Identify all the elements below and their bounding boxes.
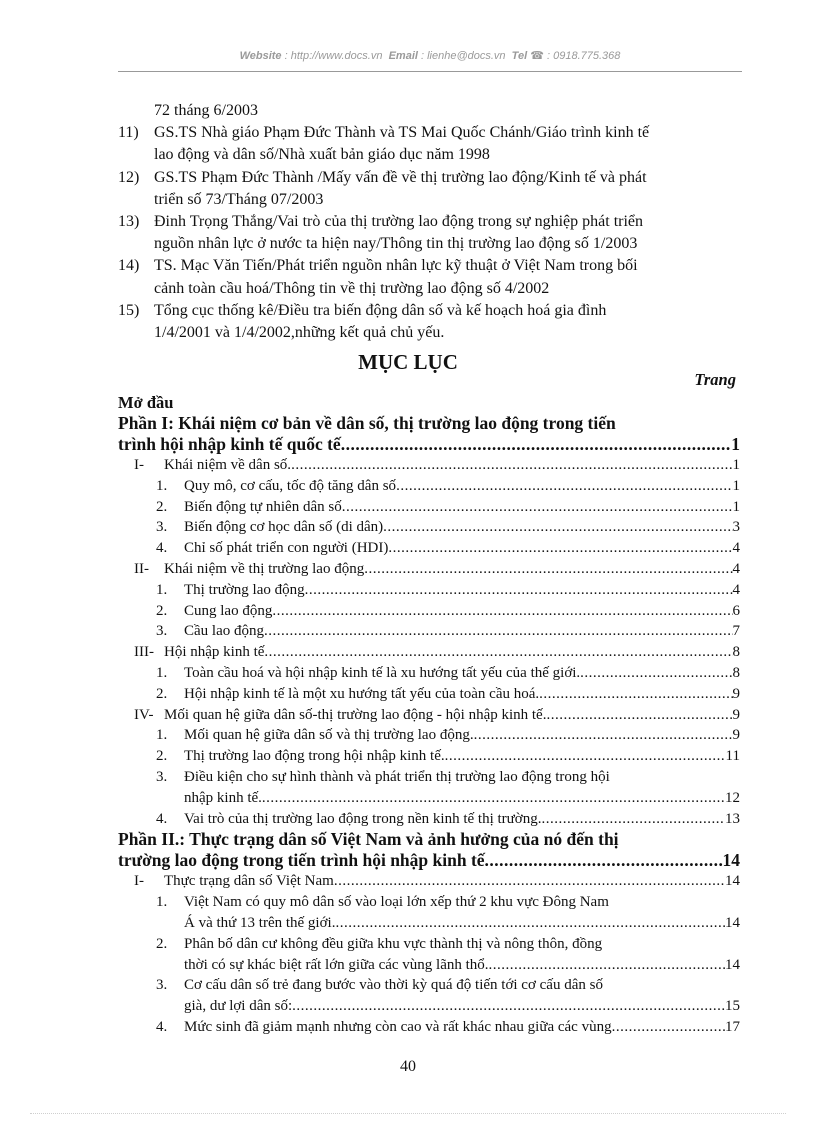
toc-section[interactable]: IV- Mối quan hệ giữa dân số-thị trường lao động - hội nhập kinh tế. ..... 9 [118,705,740,726]
toc-section[interactable]: II- Khái niệm về thị trường lao động ..... 4 [118,559,740,580]
toc-part-1[interactable]: Phần I: Khái niệm cơ bản về dân số, thị trường lao động trong tiến trình hội nhập kinh tế quốc tế ..... 1 [118,413,740,455]
reference-item: 11) GS.TS Nhà giáo Phạm Đức Thành và TS Mai Quốc Chánh/Giáo trình kinh tế lao động và dân số/Nhà xuất bản giáo dục năm 1998 [118,124,650,164]
toc-item[interactable]: 2. Hội nhập kinh tế là một xu hướng tất yếu của toàn cầu hoá. ..... 9 [118,684,740,705]
toc-section[interactable]: III- Hội nhập kinh tế ..... 8 [118,642,740,663]
toc-item[interactable]: 4. Chỉ số phát triển con người (HDI) ..... 4 [118,538,740,559]
email-value: : lienhe@docs.vn [421,50,506,62]
toc-section[interactable]: I- Khái niệm về dân số. ..... 1 [118,455,740,476]
table-of-contents [118,392,740,1038]
tel-label: Tel [511,50,528,62]
toc-item[interactable]: 2. Cung lao động ..... 6 [118,601,740,622]
tel-value: : 0918.775.368 [547,50,621,62]
toc-item[interactable]: 2. Thị trường lao động trong hội nhập kinh tế. ..... 11 [118,746,740,767]
toc-item[interactable]: 2. Biến động tự nhiên dân số ..... 1 [118,497,740,518]
toc-item[interactable]: 2. Phân bố dân cư không đều giữa khu vực thành thị và nông thôn, đồng thời có sự khác biệt rất lớn giữa các vùng lãnh thổ. ..... 14 [118,934,740,976]
reference-continuation: 72 tháng 6/2003 [154,102,258,119]
toc-section[interactable]: I- Thực trạng dân số Việt Nam ..... 14 [118,871,740,892]
toc-item[interactable]: 4. Mức sinh đã giảm mạnh nhưng còn cao và rất khác nhau giữa các vùng ..... 17 [118,1017,740,1038]
toc-item[interactable]: 1. Thị trường lao động ..... 4 [118,580,740,601]
toc-intro[interactable]: Mở đầu [118,393,174,412]
toc-item[interactable]: 4. Vai trò của thị trường lao động trong nền kinh tế thị trường. ..... 13 [118,809,740,830]
toc-item[interactable]: 3. Biến động cơ học dân số (di dân) ..... 3 [118,517,740,538]
page-number: 40 [400,1058,416,1075]
toc-item[interactable]: 3. Điều kiện cho sự hình thành và phát triển thị trường lao động trong hội nhập kinh tế. ..... 12 [118,767,740,809]
toc-item[interactable]: 1. Mối quan hệ giữa dân số và thị trường lao động. ..... 9 [118,725,740,746]
reference-item: 15) Tổng cục thống kê/Điều tra biến động dân số và kế hoạch hoá gia đình 1/4/2001 và 1/4/2002,những kết quả chủ yếu. [118,301,607,342]
phone-icon: ☎ [530,50,544,62]
page-header [118,49,742,72]
toc-title: MỤC LỤC [358,350,458,374]
email-label: Email [388,50,418,62]
toc-item[interactable]: 1. Toàn cầu hoá và hội nhập kinh tế là xu hướng tất yếu của thế giới. ..... 8 [118,663,740,684]
toc-item[interactable]: 1. Quy mô, cơ cấu, tốc độ tăng dân số ..... 1 [118,476,740,497]
toc-item[interactable]: 3. Cầu lao động ..... 7 [118,621,740,642]
reference-list [118,100,740,344]
toc-item[interactable]: 3. Cơ cấu dân số trẻ đang bước vào thời kỳ quá độ tiến tới cơ cấu dân số già, dư lợi dân số: ..... 15 [118,975,740,1017]
page-bottom-divider [30,1113,786,1114]
reference-item: 13) Đinh Trọng Thắng/Vai trò của thị trường lao động trong sự nghiệp phát triển nguồn nhân lực ở nước ta hiện nay/Thông tin thị trường lao động số 1/2003 [118,213,644,253]
toc-item[interactable]: 1. Việt Nam có quy mô dân số vào loại lớn xếp thứ 2 khu vực Đông Nam Á và thứ 13 trên thế giới. ..... 14 [118,892,740,934]
reference-item: 14) TS. Mạc Văn Tiến/Phát triển nguồn nhân lực kỹ thuật ở Việt Nam trong bối cảnh toàn cầu hoá/Thông tin về thị trường lao động số 4/2002 [118,257,638,297]
website-label: Website [239,50,282,62]
page-column-label: Trang [694,370,736,389]
reference-item: 12) GS.TS Phạm Đức Thành /Mấy vấn đề về thị trường lao động/Kinh tế và phát triển số 73/Tháng 07/2003 [118,168,647,208]
toc-part-2[interactable]: Phần II.: Thực trạng dân số Việt Nam và ảnh hưởng của nó đến thị trường lao động trong tiến trình hội nhập kinh tế ..... 14 [118,829,740,871]
website-value: : http://www.docs.vn [284,50,383,62]
